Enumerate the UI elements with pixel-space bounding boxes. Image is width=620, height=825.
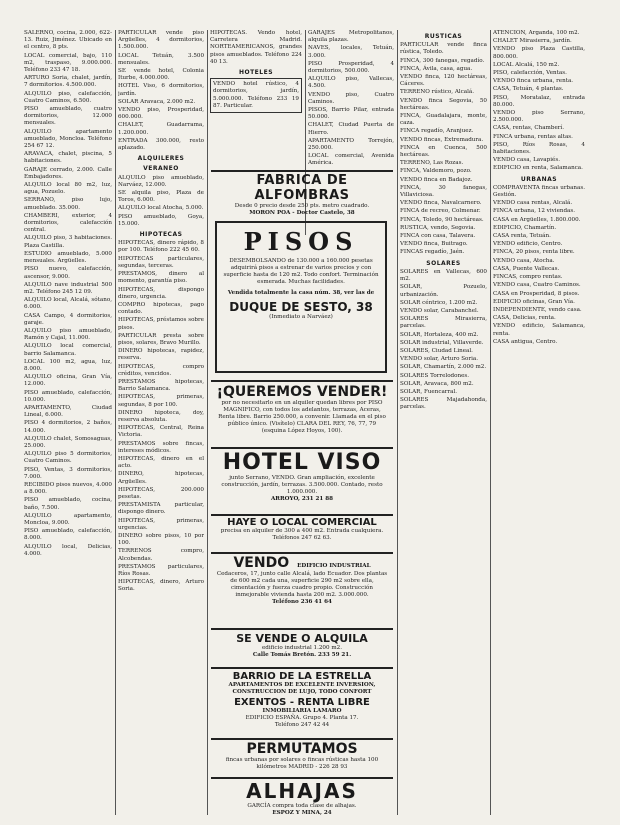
classified-ad: PRESTAMOS hipotecas, Barrio Salamanca.: [118, 378, 204, 393]
classified-ad: CHALET, Ciudad Puerta de Hierro.: [308, 122, 394, 136]
classified-ad: EDIFICIO, Chamartín.: [493, 224, 557, 231]
ad-vende-alquila: [211, 632, 393, 659]
classified-ad: VENDO piso Serrano, 2.500.000.: [493, 110, 585, 124]
classified-ad: RUSTICA, vendo, Segovia.: [400, 224, 476, 231]
classified-ad: FINCA en Cuenca, 500 hectáreas.: [400, 144, 487, 159]
classified-ad: PISO amueblado, calefacción, 8.000.: [24, 528, 112, 542]
ad-alfombras-line: Desde 0 precio desde 250 pts. metro cuadrado.: [234, 203, 370, 209]
classified-ad: ARTURO Soria, chalet, jardín, 7 dormitorios. 4.500.000.: [24, 75, 112, 89]
ad-alhajas-body: GARCÍA compra toda clase de alhajas.: [247, 803, 357, 809]
classified-ad: SERRANO, piso lujo, amueblado. 35.000.: [24, 197, 112, 211]
classified-ad: PISO amueblado, cuatro dormitorios, 12.000 mensuales.: [24, 106, 112, 127]
classified-ad: DINERO hipoteca, doy, reserva absoluta.: [118, 409, 204, 423]
ad-queremos-title: ¡QUEREMOS VENDER!: [216, 384, 388, 400]
classified-ad: HIPOTECAS, compro créditos, vencidos.: [118, 363, 204, 377]
classified-ad: ALQUILO local 80 m2, luz, agua, Pozuelo.: [24, 182, 112, 196]
classified-ad: FINCA urbana, 12 viviendas.: [493, 208, 576, 215]
classified-ad: SOLARES Torrelodones.: [400, 372, 470, 379]
classified-ad: ALQUILO apartamento amueblado, Moncloa. Teléfono 254 67 12.: [24, 128, 112, 150]
classified-ad: PISO amueblado, Goya, 15.000.: [118, 213, 204, 227]
ad-edificio-phone: Teléfono 236 41 64: [272, 599, 332, 605]
classified-ad: FINCA, 20 pisos, renta libre.: [493, 249, 575, 256]
classified-ad: HIPOTECAS, primeras, segundas, 8 por 100.: [118, 394, 204, 408]
ad-estrella-company: INMOBILIARIA LAMARO: [262, 708, 342, 714]
classified-ad: PISO nuevo, calefacción, ascensor, 9.000.: [24, 266, 112, 280]
ad-estrella-exentos: EXENTOS - RENTA LIBRE: [234, 697, 370, 708]
classified-ad: CASA en Argüelles, 1.800.000.: [493, 216, 581, 223]
classified-ad: HIPOTECAS, dispongo dinero, urgencia.: [118, 286, 204, 300]
classified-ad: PRESTAMOS particulares, Ríos Rosas.: [118, 563, 204, 578]
classified-ad: PISO 4 dormitorios, 2 baños, 14.000.: [24, 420, 112, 434]
classified-ad: HIPOTECAS, dinero rápido, 8 por 100. Teléfono 222 45 60.: [118, 240, 204, 254]
ad-permutamos-title: PERMUTAMOS: [246, 741, 358, 757]
column-rule: [490, 30, 491, 815]
ad-pisos-title: PISOS: [243, 227, 359, 256]
classified-ad: FINCA, Guadalajara, monte, caza.: [400, 113, 487, 127]
classified-ad: TERRENO rústico, Alcalá.: [400, 89, 475, 96]
classified-ad: SALERNO, cocina, 2.000, 622-13. Ruiz, Jiménez. Ubicado en el centro, 8 pts.: [24, 30, 112, 51]
ad-local-body: precisa en alquiler de 300 a 400 m2. Entrada cualquiera. Teléfonos 247 62 63.: [220, 528, 384, 541]
ad-pisos: [215, 221, 387, 373]
classified-ad: CHAMBERI, exterior, 4 dormitorios, calefacción central.: [24, 212, 112, 234]
classified-ad: GARAJES Metropolitanos, alquila plazas.: [308, 30, 394, 44]
classified-ad: EDIFICIO en renta, Salamanca.: [493, 165, 583, 172]
ad-alhajas-title: ALHAJAS: [246, 779, 358, 803]
classified-ad: CHALET, Guadarrama, 1.200.000.: [118, 122, 204, 136]
classified-ad: VENDO finca, Navalcarnero.: [400, 200, 482, 207]
classified-ad: CASA, Delicias, renta.: [493, 315, 556, 322]
classified-ad: ALQUILO local, Alcalá, sótano, 6.000.: [24, 297, 112, 311]
classified-ad: HIPOTECAS, préstamos sobre pisos.: [118, 317, 204, 331]
classified-ad: DINERO sobre pisos, 10 por 100.: [118, 533, 204, 547]
ad-pisos-address: DUQUE DE SESTO, 38: [229, 300, 373, 314]
classified-ad: FINCAS regadío, Jaén.: [400, 249, 465, 256]
classified-ad: ALQUILO oficina, Gran Vía, 12.000.: [24, 374, 112, 388]
classified-ad: FINCAS, compro rentas.: [493, 274, 563, 281]
section-heading-rusticas: RUSTICAS: [424, 33, 463, 40]
column-rule: [207, 30, 208, 815]
ad-vende-alquila-body: edificio industrial 1.200 m2.: [262, 645, 342, 651]
classified-ad: ALQUILO piso, 3 habitaciones. Plaza Castilla.: [24, 235, 112, 249]
classified-ad: FINCA, Toledo, 90 hectáreas.: [400, 216, 484, 223]
classified-ad: FINCA, 30 fanegas, Villaviciosa.: [400, 184, 487, 199]
classified-ad: HIPOTECAS, dinero, Arturo Soria.: [118, 579, 204, 593]
classified-ad: VENDO piso, Cuatro Caminos.: [308, 91, 394, 105]
ad-divider: [211, 514, 393, 516]
classified-ad: SOLAR, Chamartín, 2.000 m2.: [400, 364, 487, 371]
classified-ad: FINCA, Valdemoro, pozo.: [400, 168, 472, 175]
classified-ad: VENDO finca, Buitrago.: [400, 241, 468, 248]
classified-ad: FINCA, 300 fanegas, regadío.: [400, 57, 485, 64]
ad-divider: [211, 380, 393, 382]
classified-ad: FINCA urbana, rentas altas.: [493, 133, 573, 140]
classified-ad: ALQUILO apartamento, Moncloa, 9.000.: [24, 512, 112, 526]
classified-ad: COMPRO hipotecas, pago contado.: [118, 301, 204, 316]
classified-ad: SOLAR, Fuencarral.: [400, 388, 458, 395]
classified-ad: SOLARES en Vallecas, 600 m2.: [400, 268, 487, 283]
ad-hotel-viso-phone: ARROYO, 231 21 88: [270, 496, 334, 502]
ad-estrella-title: BARRIO DE LA ESTRELLA: [232, 671, 372, 682]
classified-ad: VENDO finca Segovia, 50 hectáreas.: [400, 97, 487, 111]
classified-ad: CASA antigua, Centro.: [493, 338, 558, 345]
ad-alfombras: [211, 173, 393, 217]
classified-ad: APARTAMENTO Torrejón, 250.000.: [308, 137, 394, 152]
ad-permutamos: [211, 741, 393, 771]
classified-ad: ALQUILO local, Delicias, 4.000.: [24, 543, 112, 557]
classified-ad: PISOS, Barrio Pilar, entrada 50.000.: [308, 107, 394, 121]
classified-ad: PISO Prosperidad, 4 dormitorios, 500.000.: [308, 60, 394, 75]
ad-divider: [211, 628, 393, 630]
section-heading-alquileres: ALQUILERES: [137, 155, 185, 163]
classified-ad: VENDO solar, Carabanchel.: [400, 307, 479, 314]
ad-edificio-title: VENDO: [233, 555, 290, 571]
ad-divider: [211, 447, 393, 449]
classified-ad: LOCAL Alcalá, 150 m2.: [493, 61, 560, 68]
ad-divider: [211, 738, 393, 740]
column-rule: [115, 30, 116, 815]
classified-ad: VENDO fincas, Extremadura.: [400, 136, 484, 143]
ad-queremos-vender: [211, 384, 393, 435]
ad-hotel-viso-body: junto Serrano, VENDO. Gran ampliación, excelente construcción, jardín, terrazas. 3.500.000. Contado, resto 1.000.000.: [221, 475, 383, 495]
classified-ad: VENDO finca urbana, renta.: [493, 78, 574, 85]
ad-barrio-estrella: [211, 671, 393, 729]
classified-ad: VENDO edificio, Centro.: [493, 241, 563, 248]
classified-ad: PRESTAMOS sobre fincas, intereses módicos.: [118, 440, 204, 454]
classified-ad: VENDO piso Plaza Castilla, 800.000.: [493, 46, 585, 60]
ad-alhajas: [211, 779, 393, 817]
ad-vende-alquila-line2: Calle Tomás Bretón. 233 59 21.: [252, 652, 352, 658]
ad-divider: [211, 667, 393, 669]
ad-divider: [211, 552, 393, 554]
classified-ad: VENDO finca en Badajoz.: [400, 176, 473, 183]
classifieds-column-1: [24, 30, 112, 815]
ad-edificio-subtitle: EDIFICIO INDUSTRIAL: [297, 563, 371, 569]
classified-ad: TERRENO, Las Rozas.: [400, 160, 464, 167]
classified-ad: VENDO casa, Lavapiés.: [493, 157, 560, 164]
ad-alhajas-line2: ESPOZ Y MINA, 24: [272, 810, 332, 816]
classified-ad: INDEPENDIENTE, vendo casa.: [493, 306, 582, 313]
classified-ad: PISO, Ventas, 3 dormitorios, 7.000.: [24, 466, 112, 480]
classified-ad: ALQUILO piso amueblado, Ramón y Cajal, 11.000.: [24, 327, 112, 342]
ad-pisos-footer: (Inmediato a Narváez): [269, 314, 333, 320]
classified-ad: LOCAL 100 m2, agua, luz, 8.000.: [24, 358, 112, 372]
classified-ad: DINERO hipotecas, rapidez, reserva.: [118, 348, 204, 362]
ad-local-comercial: [211, 517, 393, 542]
classified-ad: PARTICULAR presta sobre pisos, solares, Bravo Murillo.: [118, 332, 204, 346]
classified-ad: SOLAR industrial, Villaverde.: [400, 339, 484, 346]
classified-ad: TERRENOS compro, Alcobendas.: [118, 548, 204, 562]
section-heading-urbanas: URBANAS: [520, 175, 558, 183]
classified-ad: PISO, Ríos Rosas, 4 habitaciones.: [493, 141, 585, 156]
classified-ad: PARTICULAR vende piso Argüelles, 4 dormitorios, 1.500.000.: [118, 30, 204, 51]
classified-ad: ESTUDIO amueblado, 5.000 mensuales. Argüelles.: [24, 250, 112, 265]
ad-hotel-viso-title: HOTEL VISO: [222, 450, 382, 475]
ad-edificio-body: Cedaceros, 17, junto calle Alcalá, lado Ecuador. Dos plantas de 600 m2 cada una, superficie 290 m2 sobre ella, cimentación y fuerza cuadro propio. Construcción inmejorable vivienda hasta 200 m2. 3.000.000.: [216, 571, 388, 598]
ad-vende-alquila-title: SE VENDE O ALQUILA: [236, 632, 368, 645]
classified-ad: SOLAR céntrico, 1.200 m2.: [400, 299, 478, 306]
classified-ad: ALQUILO nave industrial 500 m2. Teléfono 245 12 09.: [24, 281, 112, 295]
section-heading-solares: SOLARES: [426, 259, 461, 267]
classified-ad: ALQUILO piso amueblado, Narváez, 12.000.: [118, 174, 204, 188]
classified-ad: VENDO solar, Arturo Soria.: [400, 356, 479, 363]
classified-ad: PISO amueblado, calefacción, 10.000.: [24, 389, 112, 403]
ad-alfombras-line2: MORON POA - Doctor Castelo, 38: [249, 210, 355, 216]
classified-ad: HIPOTECAS particulares, segundas, terceras.: [118, 255, 204, 269]
ad-pisos-body: DESEMBOLSANDO de 130.000 a 160.000 pesetas adquirirá pisos a estrenar de varios precios y con superficie hasta de 120 m2. Todo confort. Terminación esmerada. Muchas facilidades.: [223, 258, 379, 285]
classified-ad: SOLAR Aravaca, 2.000 m2.: [118, 98, 196, 105]
classified-ad: FINCA con casa, Talavera.: [400, 233, 476, 240]
classified-ad: NAVES, locales, Tetuán, 3.000.: [308, 45, 394, 59]
classified-ad: FINCA regadío, Aranjuez.: [400, 128, 474, 135]
classified-ad: GARAJE cerrado, 2.000. Calle Embajadores.: [24, 166, 112, 180]
classified-ad: ARAVACA, chalet, piscina, 5 habitaciones.: [24, 151, 112, 165]
classified-ad: VENDO piso, Prosperidad, 600.000.: [118, 107, 204, 121]
classified-ad: ALQUILO chalet, Somosaguas, 25.000.: [24, 435, 112, 449]
ad-queremos-body: por no necesitarlo en un alquiler quedan libres por PISO MAGNIFICO, con todos los adelantos, terrazas, Aceras, Renta libre. Barrio 250.000, a convenir. Llamada en el piso público único. (Visítelo) CLARA DEL REY, 76, 77, 79 (esquina López Hoyos, 100).: [218, 400, 386, 434]
classified-ad: VENDO casa, Atocha.: [493, 257, 555, 264]
classified-ad: PRESTAMOS, dinero al momento, garantía piso.: [118, 271, 204, 285]
classified-ad: EDIFICIO oficinas, Gran Vía.: [493, 298, 575, 305]
classified-ad: PARTICULAR vende finca rústica, Toledo.: [400, 42, 487, 56]
classified-ad: PRESTAMISTA particular, dispongo dinero.: [118, 502, 204, 516]
classified-ad: ALQUILO piso 5 dormitorios, Cuatro Caminos.: [24, 451, 112, 465]
classified-ad: HIPOTECAS, Central, Reina Victoria.: [118, 425, 204, 439]
classified-ad: HOTEL Viso, 6 dormitorios, jardín.: [118, 83, 204, 97]
ad-permutamos-body: fincas urbanas por solares o fincas rústicas hasta 100 kilómetros MADRID - 226 28 93: [225, 757, 379, 770]
classified-ad: VENDO casa rentas, Alcalá.: [493, 200, 573, 207]
classified-ad: SOLARES Mirasierra, parcelas.: [400, 316, 487, 330]
classified-ad: ATENCION, Arganda, 100 m2.: [493, 30, 580, 36]
hotel-top-body: VENDO hotel rústico, 4 dormitorios, jardín, 5.000.000. Teléfono 233 19 87. Particular.: [210, 78, 302, 113]
classified-ad: CASA, Puente Vallecas.: [493, 265, 560, 272]
ad-edificio-industrial: [211, 555, 393, 606]
classified-ad: SOLAR, Aravaca, 800 m2.: [400, 380, 474, 387]
classified-ad: VENDO edificio, Salamanca, renta.: [493, 323, 585, 337]
classified-ad: ALQUILO local comercial, barrio Salamanca.: [24, 343, 112, 357]
classified-ad: PISO, calefacción, Ventas.: [493, 70, 567, 77]
classified-ad: HIPOTECAS, dinero en el acto.: [118, 455, 204, 470]
classified-ad: VENDO finca, 120 hectáreas, Cáceres.: [400, 74, 487, 88]
hotel-top-text: HIPOTECAS. Vendo hotel, Carretera Madrid. NORTEAMERICANOS, grandes pisos amueblados. Teléfono 224 40 13.: [210, 30, 302, 65]
classified-ad: SOLAR, Hortaleza, 400 m2.: [400, 331, 479, 338]
classified-ad: RECIBIDO pisos nuevos, 4.000 a 8.000.: [24, 481, 112, 496]
classified-ad: DINERO, hipotecas, Argüelles.: [118, 471, 204, 485]
classified-ad: FINCA, Ávila, casa, agua.: [400, 65, 473, 72]
classified-ad: SE alquila piso, Plaza de Toros, 6.000.: [118, 190, 204, 204]
classifieds-column-4: [308, 30, 394, 165]
classified-ad: SOLARES Majadahonda, parcelas.: [400, 397, 487, 411]
classifieds-column-5: [400, 30, 487, 815]
classified-ad: CASA en Prosperidad, 8 pisos.: [493, 290, 580, 297]
section-heading-veraneo: VERANEO: [143, 165, 179, 173]
classified-ad: LOCAL comercial, bajo, 110 m2, traspaso, 9.000.000. Teléfono 233 47 18.: [24, 52, 112, 74]
classified-ad: APARTAMENTO, Ciudad Lineal, 6.000.: [24, 404, 112, 419]
ad-estrella-phone: Teléfono 247 42 44: [274, 722, 330, 728]
classified-ad: CASA renta, Tetuán.: [493, 233, 551, 240]
column-rule: [397, 30, 398, 815]
classified-ad: ALQUILO piso, Vallecas, 4.500.: [308, 76, 394, 90]
top-middle-column: [210, 30, 302, 165]
classified-ad: HIPOTECAS, primeras, urgencias.: [118, 517, 204, 531]
classifieds-column-6: [493, 30, 585, 815]
classified-ad: PISO, Moratalaz, entrada 80.000.: [493, 94, 585, 108]
section-heading-hipotecas: HIPOTECAS: [139, 231, 183, 239]
classified-ad: FINCA de recreo, Colmenar.: [400, 208, 481, 215]
classified-ad: CASA Campo, 4 dormitorios, garaje.: [24, 312, 112, 326]
classified-ad: ALQUILO piso, calefacción, Cuatro Caminos, 6.500.: [24, 90, 112, 104]
classified-ad: CHALET Mirasierra, jardín.: [493, 38, 572, 45]
classified-ad: CASA, rentas, Chamberí.: [493, 125, 564, 132]
ad-hotel-viso: [211, 450, 393, 503]
classified-ad: COMPRAVENTA fincas urbanas. Gestión.: [493, 184, 585, 199]
ad-local-title: HAYE O LOCAL COMERCIAL: [227, 517, 377, 528]
classified-ad: SE vende hotel, Colonia Iturbe, 4.000.000.: [118, 68, 204, 82]
classifieds-column-2: [118, 30, 204, 815]
ad-alfombras-title: FABRICA DE ALFOMBRAS: [254, 173, 350, 203]
ad-divider: [211, 170, 393, 172]
classified-ad: ENTRADA 300.000, resto aplazado.: [118, 137, 204, 152]
ad-pisos-note: Vendida totalmente la casa núm. 38, ver las de: [227, 290, 375, 296]
classified-ad: CASA, Tetuán, 4 plantas.: [493, 86, 564, 93]
classified-ad: HIPOTECAS, 200.000 pesetas.: [118, 486, 204, 500]
classified-ad: PISO amueblado, cocina, baño, 7.500.: [24, 497, 112, 511]
classified-ad: ALQUILO local Atocha, 5.000.: [118, 205, 204, 212]
classified-ad: VENDO casa, Cuatro Caminos.: [493, 282, 581, 289]
ad-estrella-body: APARTAMENTOS DE EXCELENTE INVERSION, CONSTRUCCION DE LUJO, TODO CONFORT: [228, 682, 376, 695]
classified-ad: SOLARES, Ciudad Lineal.: [400, 347, 473, 354]
classified-ad: LOCAL Tetuán, 3.500 mensuales.: [118, 52, 204, 66]
classified-ad: SOLAR, Pozuelo, urbanización.: [400, 284, 487, 298]
ad-estrella-address: EDIFICIO ESPAÑA. Grupo 4. Planta 17.: [245, 715, 359, 721]
section-heading-hoteles: HOTELES: [238, 69, 274, 77]
classified-ad: LOCAL comercial, Avenida América.: [308, 153, 394, 165]
